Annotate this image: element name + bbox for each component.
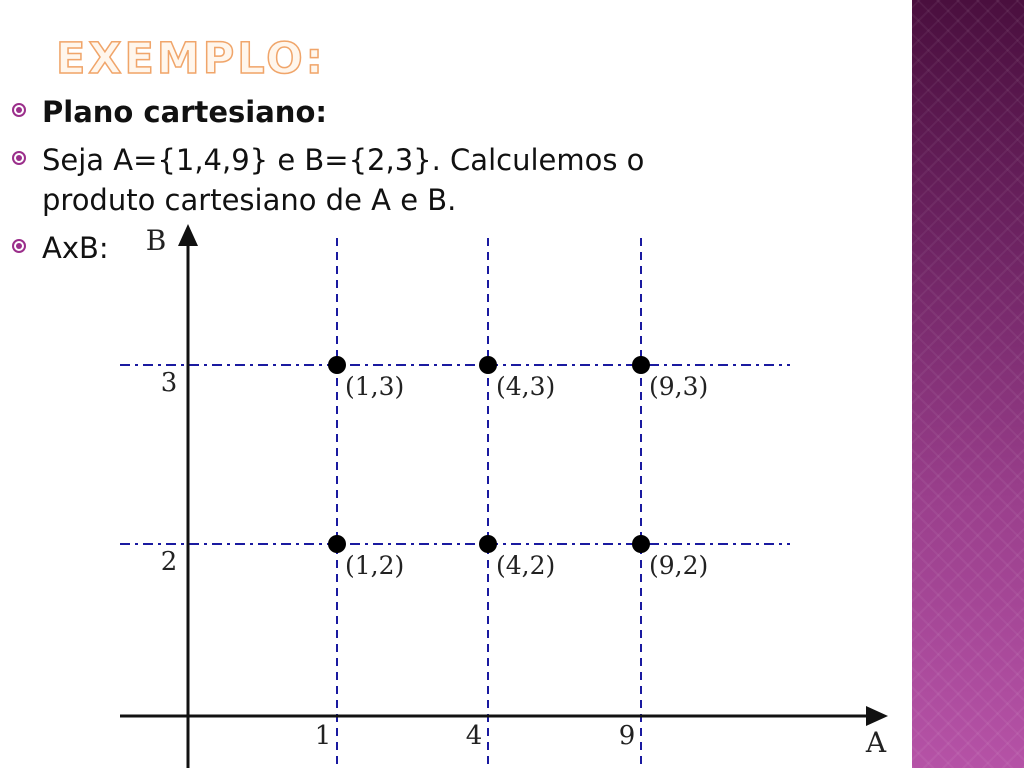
bullet-text: Seja A={1,4,9} e B={2,3}. Calculemos o produto cartesiano de A e B. [42,143,645,217]
x-tick-label: 9 [618,721,636,751]
data-point-label: (9,3) [649,372,709,401]
data-point [328,535,346,553]
y-axis-label: B [145,224,167,257]
bullet-text: Plano cartesiano: [42,95,327,129]
data-point [479,356,497,374]
data-point-label: (1,2) [345,551,405,580]
data-point-label: (4,2) [496,551,556,580]
y-tick-label: 3 [160,368,178,398]
data-point [479,535,497,553]
x-tick-label: 4 [465,721,483,751]
x-axis-label: A [865,726,887,759]
grid-lines [120,238,790,768]
data-point-label: (1,3) [345,372,405,401]
slide-title: EXEMPLO: [56,34,326,84]
decorative-side-panel [912,0,1024,768]
x-tick-label: 1 [314,721,332,751]
x-axis-arrow [866,706,888,726]
data-point [328,356,346,374]
data-point-label: (9,2) [649,551,709,580]
y-axis-arrow [178,224,198,246]
data-point [632,356,650,374]
data-point-label: (4,3) [496,372,556,401]
data-point [632,535,650,553]
axes [120,224,888,768]
bullet-text: AxB: [42,231,109,265]
y-tick-label: 2 [160,547,178,577]
data-points [328,356,708,580]
